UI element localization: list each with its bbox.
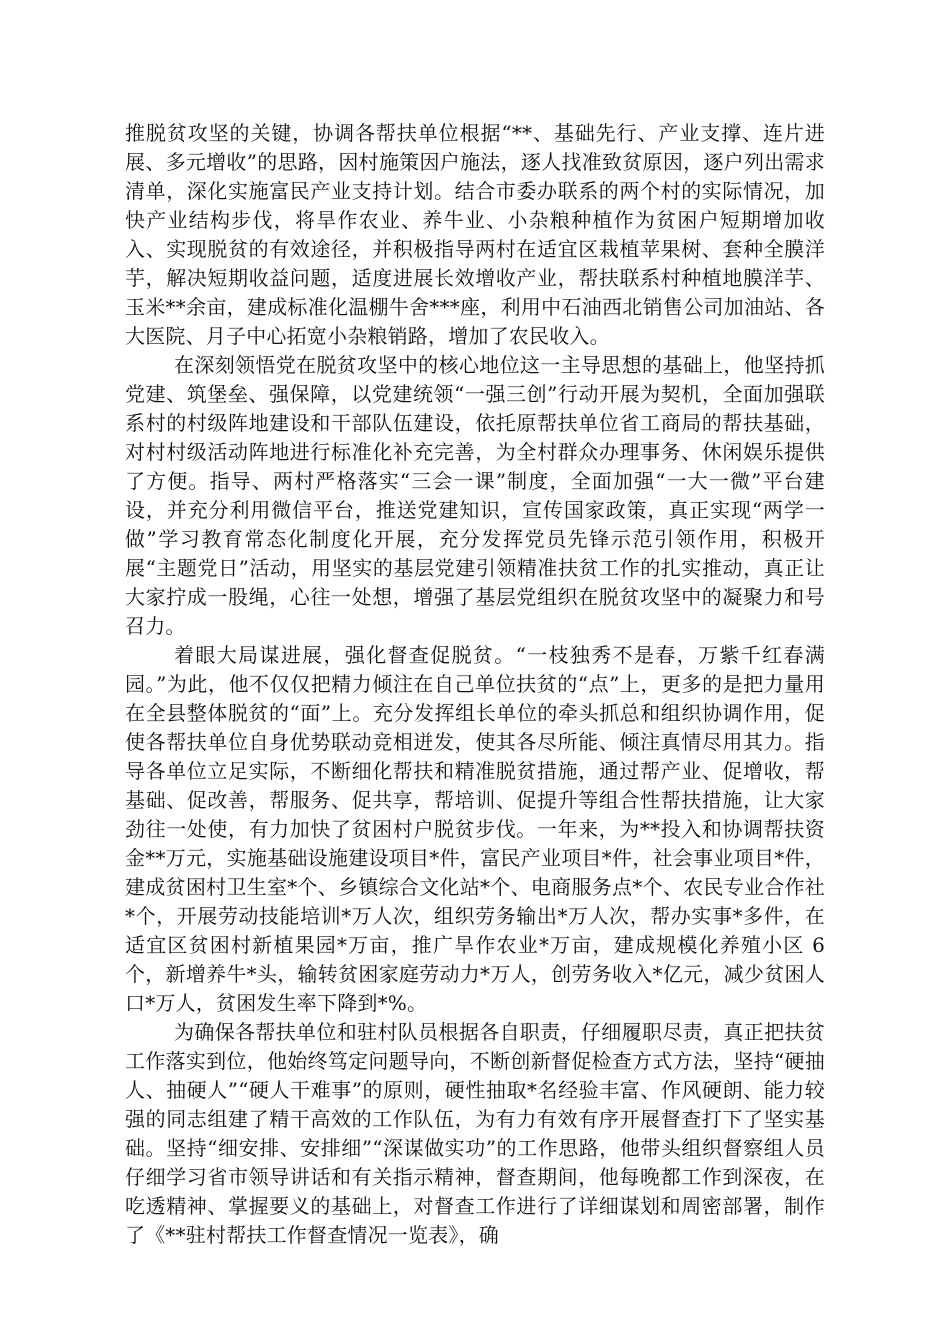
document-body [125,119,825,1250]
paragraph-1: 推脱贫攻坚的关键，协调各帮扶单位根据“**、基础先行、产业支撑、连片进展、多元增收”的思路，因村施策因户施法，逐人找准致贫原因，逐户列出需求清单，深化实施富民产业支持计划。结合市委办联系的两个村的实际情况，加快产业结构步伐，将旱作农业、养牛业、小杂粮种植作为贫困户短期增加收入、实现脱贫的有效途径，并积极指导两村在适宜区栽植苹果树、套种全膜洋芋，解决短期收益问题，适度进展长效增收产业，帮扶联系村种植地膜洋芋、玉米**余亩，建成标准化温棚牛舍***座，利用中石油西北销售公司加油站、各大医院、月子中心拓宽小杂粮销路，增加了农民收入。 [125,121,825,348]
paragraph-3: 着眼大局谋进展，强化督查促脱贫。“一枝独秀不是春，万紫千红春满园。”为此，他不仅仅把精力倾注在自己单位扶贫的“点”上，更多的是把力量用在全县整体脱贫的“面”上。充分发挥组长单位的牵头抓总和组织协调作用，促使各帮扶单位自身优势联动竞相迸发，使其各尽所能、倾注真情尽用其力。指导各单位立足实际，不断细化帮扶和精准脱贫措施，通过帮产业、促增收，帮基础、促改善，帮服务、促共享，帮培训、促提升等组合性帮扶措施，让大家劲往一处使，有力加快了贫困村户脱贫步伐。一年来，为**投入和协调帮扶资金**万元，实施基础设施建设项目*件，富民产业项目*件，社会事业项目*件，建成贫困村卫生室*个、乡镇综合文化站*个、电商服务点*个、农民专业合作社*个，开展劳动技能培训*万人次，组织劳务输出*万人次，帮办实事*多件，在适宜区贫困村新植果园*万亩，推广旱作农业*万亩，建成规模化养殖小区 6 个，新增养牛*头，输转贫困家庭劳动力*万人，创劳务收入*亿元，减少贫困人口*万人，贫困发生率下降到*%。 [125,643,825,1015]
paragraph-2: 在深刻领悟党在脱贫攻坚中的核心地位这一主导思想的基础上，他坚持抓党建、筑堡垒、强保障，以党建统领“一强三创”行动开展为契机，全面加强联系村的村级阵地建设和干部队伍建设，依托原帮扶单位省工商局的帮扶基础，对村村级活动阵地进行标准化补充完善，为全村群众办理事务、休闲娱乐提供了方便。指导、两村严格落实“三会一课”制度，全面加强“一大一微”平台建设，并充分利用微信平台，推送党建知识，宣传国家政策，真正实现“两学一做”学习教育常态化制度化开展，充分发挥党员先锋示范引领作用，积极开展“主题党日”活动，用坚实的基层党建引领精准扶贫工作的扎实推动，真正让大家拧成一股绳，心往一处想，增强了基层党组织在脱贫攻坚中的凝聚力和号召力。 [125,353,825,638]
paragraph-4: 为确保各帮扶单位和驻村队员根据各自职责，仔细履职尽责，真正把扶贫工作落实到位，他始终笃定问题导向，不断创新督促检查方式方法，坚持“硬抽人、抽硬人”“硬人干难事”的原则，硬性抽取*名经验丰富、作风硬朗、能力较强的同志组建了精干高效的工作队伍，为有力有效有序开展督查打下了坚实基础。坚持“细安排、安排细”“深谋做实功”的工作思路，他带头组织督察组人员仔细学习省市领导讲话和有关指示精神，督查期间，他每晚都工作到深夜，在吃透精神、掌握要义的基础上，对督查工作进行了详细谋划和周密部署，制作了《**驻村帮扶工作督查情况一览表》，确 [125,1020,825,1247]
